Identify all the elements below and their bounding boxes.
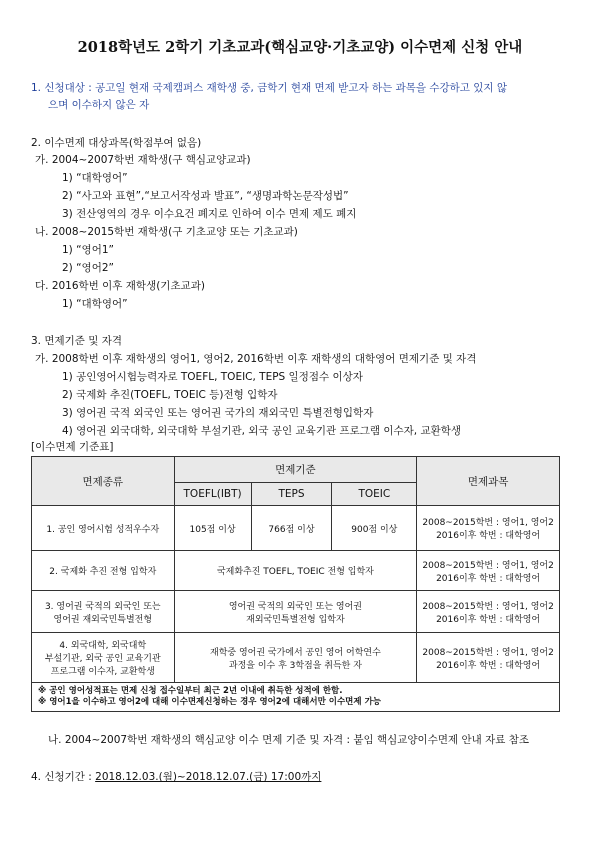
section2-item-a: 가. 2004~2007학번 재학생(구 핵심교양교과) (35, 154, 251, 166)
row2-subject: 2008~2015학번 : 영어1, 영어2 2016이후 학번 : 대학영어 (417, 551, 560, 591)
section2-item-a1: 1) “대학영어” (62, 172, 128, 184)
section2-item-c1: 1) “대학영어” (62, 298, 128, 310)
row1-type: 1. 공인 영어시험 성적우수자 (32, 506, 175, 551)
row3-type: 3. 영어권 국적의 외국인 또는 영어권 재외국민특별전형 (32, 591, 175, 633)
row4-criteria: 재학중 영어권 국가에서 공인 영어 어학연수 과정을 이수 후 3학점을 취득한 자 (174, 633, 417, 683)
section3-item-a3: 3) 영어권 국적 외국인 또는 영어권 국가의 재외국민 특별전형입학자 (62, 407, 374, 419)
section3-item-b: 나. 2004~2007학번 재학생의 핵심교양 이수 면제 기준 및 자격 : 붙임 핵심교양이수면제 안내 자료 참조 (48, 734, 529, 746)
section3-item-a4: 4) 영어권 외국대학, 외국대학 부설기관, 외국 공인 교육기관 프로그램 이수자, 교환학생 (62, 425, 462, 437)
row1-teps: 766점 이상 (251, 506, 332, 551)
section2-item-c: 다. 2016학번 이후 재학생(기초교과) (35, 280, 205, 292)
table-row (32, 633, 560, 683)
application-period: 2018.12.03.(월)~2018.12.07.(금) 17:00까지 (95, 771, 322, 783)
row1-toeic: 900점 이상 (332, 506, 417, 551)
table-note-2: ※ 영어1을 이수하고 영어2에 대해 이수면제신청하는 경우 영어2에 대해서만 이수면제 가능 (38, 697, 381, 707)
table-notes (31, 680, 560, 712)
section4-label: 4. 신청기간 : (31, 771, 96, 783)
row2-type: 2. 국제화 추진 전형 입학자 (32, 551, 175, 591)
section2-item-a3: 3) 전산영역의 경우 이수요건 폐지로 인하여 이수 면제 제도 폐지 (62, 208, 357, 220)
table-row (32, 591, 560, 633)
document-title: 2018학년도 2학기 기초교과(핵심교양·기초교양) 이수면제 신청 안내 (77, 39, 523, 56)
section3-item-a: 가. 2008학번 이후 재학생의 영어1, 영어2, 2016학번 이후 재학생의 대학영어 면제기준 및 자격 (35, 353, 477, 365)
section1-line2: 으며 이수하지 않은 자 (48, 99, 150, 111)
header-exempt-subject: 면제과목 (417, 457, 560, 506)
section2-item-a2: 2) “사고와 표현”,“보고서작성과 발표”, “생명과학논문작성법” (62, 190, 349, 202)
section1-line1 (31, 81, 507, 95)
header-toeic: TOEIC (332, 483, 417, 506)
row3-criteria: 영어권 국적의 외국인 또는 영어권 재외국민특별전형 입학자 (174, 591, 417, 633)
section4-line (31, 770, 321, 784)
header-toefl: TOEFL(IBT) (174, 483, 251, 506)
table-row (32, 506, 560, 551)
table-caption: [이수면제 기준표] (31, 441, 114, 453)
table-row (32, 551, 560, 591)
section3-item-a2: 2) 국제화 추진(TOEFL, TOEIC 등)전형 입학자 (62, 389, 278, 401)
section3-item-a1: 1) 공인영어시험능력자로 TOEFL, TOEIC, TEPS 일정점수 이상자 (62, 371, 363, 383)
section2-heading: 2. 이수면제 대상과목(학점부여 없음) (31, 137, 202, 149)
row4-type: 4. 외국대학, 외국대학 부설기관, 외국 공인 교육기관 프로그램 이수자, 교환학생 (32, 633, 175, 683)
section1-label: 1. 신청대상 : (31, 82, 96, 94)
header-teps: TEPS (251, 483, 332, 506)
table-note-1: ※ 공인 영어성적표는 면제 신청 접수일부터 최근 2년 이내에 취득한 성적에 한함. (38, 686, 343, 696)
row3-subject: 2008~2015학번 : 영어1, 영어2 2016이후 학번 : 대학영어 (417, 591, 560, 633)
row1-toefl: 105점 이상 (174, 506, 251, 551)
section2-item-b: 나. 2008~2015학번 재학생(구 기초교양 또는 기초교과) (35, 226, 298, 238)
section3-heading: 3. 면제기준 및 자격 (31, 335, 123, 347)
header-exemption-type: 면제종류 (32, 457, 175, 506)
row4-subject: 2008~2015학번 : 영어1, 영어2 2016이후 학번 : 대학영어 (417, 633, 560, 683)
table-header-row (32, 457, 560, 483)
section1-text: 공고일 현재 국제캠퍼스 재학생 중, 금학기 현재 면제 받고자 하는 과목을 수강하고 있지 않 (95, 82, 508, 94)
header-criteria: 면제기준 (174, 457, 417, 483)
section2-item-b2: 2) “영어2” (62, 262, 114, 274)
section2-item-b1: 1) “영어1” (62, 244, 114, 256)
exemption-table (31, 456, 560, 683)
row1-subject: 2008~2015학번 : 영어1, 영어2 2016이후 학번 : 대학영어 (417, 506, 560, 551)
row2-criteria: 국제화추진 TOEFL, TOEIC 전형 입학자 (174, 551, 417, 591)
